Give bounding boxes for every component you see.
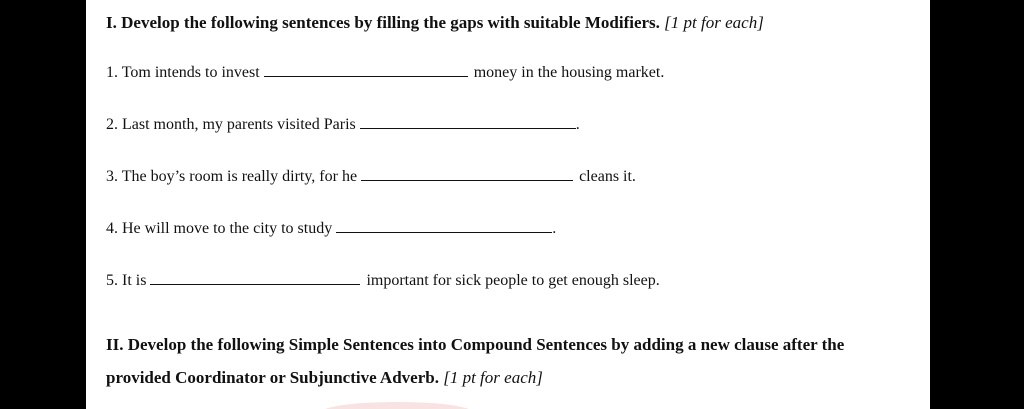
- item-5-text-before: 5. It is: [106, 272, 147, 289]
- exercise-item-1: [106, 62, 664, 83]
- section-1-heading-text: I. Develop the following sentences by filling the gaps with suitable Modifiers.: [106, 13, 660, 32]
- section-1-points-note: [1 pt for each]: [664, 13, 764, 32]
- item-4-text-after: .: [552, 220, 557, 237]
- item-2-blank[interactable]: [360, 114, 576, 129]
- decorative-arc: [322, 402, 472, 409]
- item-3-text-after: cleans it.: [579, 168, 636, 185]
- item-5-blank[interactable]: [150, 270, 360, 285]
- exercise-item-2: [106, 114, 580, 135]
- item-2-text-before: 2. Last month, my parents visited Paris: [106, 116, 356, 133]
- item-4-blank[interactable]: [336, 218, 552, 233]
- item-2-text-after: .: [575, 116, 580, 133]
- item-1-text-after: money in the housing market.: [473, 64, 665, 81]
- item-4-text-before: 4. He will move to the city to study: [106, 220, 333, 237]
- item-5-text-after: important for sick people to get enough sleep.: [366, 272, 660, 289]
- exercise-item-3: [106, 166, 636, 187]
- exercise-item-4: [106, 218, 556, 239]
- item-1-blank[interactable]: [264, 62, 468, 77]
- exercise-item-5: [106, 270, 660, 291]
- item-1-text-before: 1. Tom intends to invest: [106, 64, 260, 81]
- worksheet-page: [86, 0, 930, 409]
- section-1-heading: [106, 6, 764, 39]
- section-2-heading: [106, 328, 906, 394]
- item-3-blank[interactable]: [361, 166, 573, 181]
- item-3-text-before: 3. The boy’s room is really dirty, for he: [106, 168, 358, 185]
- section-2-heading-text: II. Develop the following Simple Sentences into Compound Sentences by adding a new clause after the provided Coordinator or Subjunctive Adverb.: [106, 335, 845, 387]
- section-2-points-note: [1 pt for each]: [443, 368, 543, 387]
